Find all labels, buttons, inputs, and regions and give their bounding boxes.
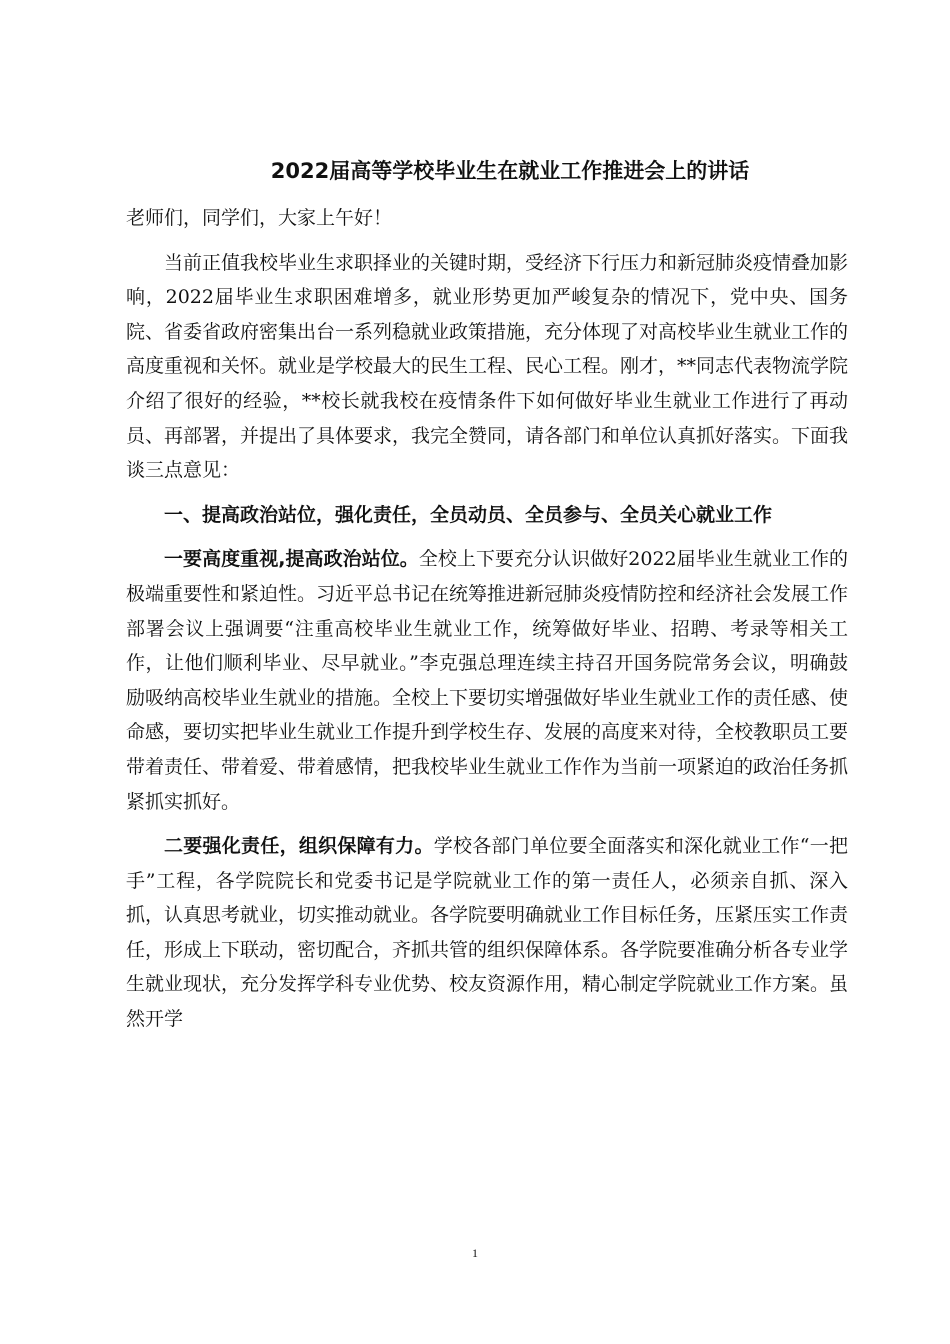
document-title: 2022届高等学校毕业生在就业工作推进会上的讲话: [270, 159, 750, 183]
point-two-text: 学校各部门单位要全面落实和深化就业工作“一把手”工程，各学院院长和党委书记是学院就业工作的第一责任人，必须亲自抓、深入抓，认真思考就业，切实推动就业。各学院要明确就业工作目标任务，压紧压实工作责任，形成上下联动，密切配合，齐抓共管的组织保障体系。各学院要准确分析各专业学生就业现状，充分发挥学科专业优势、校友资源作用，精心制定学院就业工作方案。虽然开学: [126, 835, 849, 1031]
point-one-paragraph: [126, 542, 848, 819]
document-body: [126, 201, 848, 1047]
intro-paragraph: 当前正值我校毕业生求职择业的关键时期，受经济下行压力和新冠肺炎疫情叠加影响，2022届毕业生求职困难增多，就业形势更加严峻复杂的情况下，党中央、国务院、省委省政府密集出台一系列稳就业政策措施，充分体现了对高校毕业生就业工作的高度重视和关怀。就业是学校最大的民生工程、民心工程。刚才，**同志代表物流学院介绍了很好的经验，**校长就我校在疫情条件下如何做好毕业生就业工作进行了再动员、再部署，并提出了具体要求，我完全赞同，请各部门和单位认真抓好落实。下面我谈三点意见：: [126, 251, 849, 482]
point-two-lead: 二要强化责任，组织保障有力。: [164, 835, 434, 858]
section-heading: 一、提高政治站位，强化责任，全员动员、全员参与、全员关心就业工作: [164, 503, 773, 526]
page-number: 1: [472, 1246, 478, 1260]
point-one-text: 全校上下要充分认识做好2022届毕业生就业工作的极端重要性和紧迫性。习近平总书记在统筹推进新冠肺炎疫情防控和经济社会发展工作部署会议上强调要“注重高校毕业生就业工作，统筹做好毕业、招聘、考录等相关工作，让他们顺利毕业、尽早就业。”李克强总理连续主持召开国务院常务会议，明确鼓励吸纳高校毕业生就业的措施。全校上下要切实增强做好毕业生就业工作的责任感、使命感，要切实把毕业生就业工作提升到学校生存、发展的高度来对待，全校教职员工要带着责任、带着爱、带着感情，把我校毕业生就业工作作为当前一项紧迫的政治任务抓紧抓实抓好。: [126, 548, 849, 813]
point-one-lead: 一要高度重视,提高政治站位。: [164, 548, 419, 571]
point-two-paragraph: [126, 829, 848, 1037]
greeting-paragraph: 老师们，同学们，大家上午好！: [126, 207, 393, 229]
